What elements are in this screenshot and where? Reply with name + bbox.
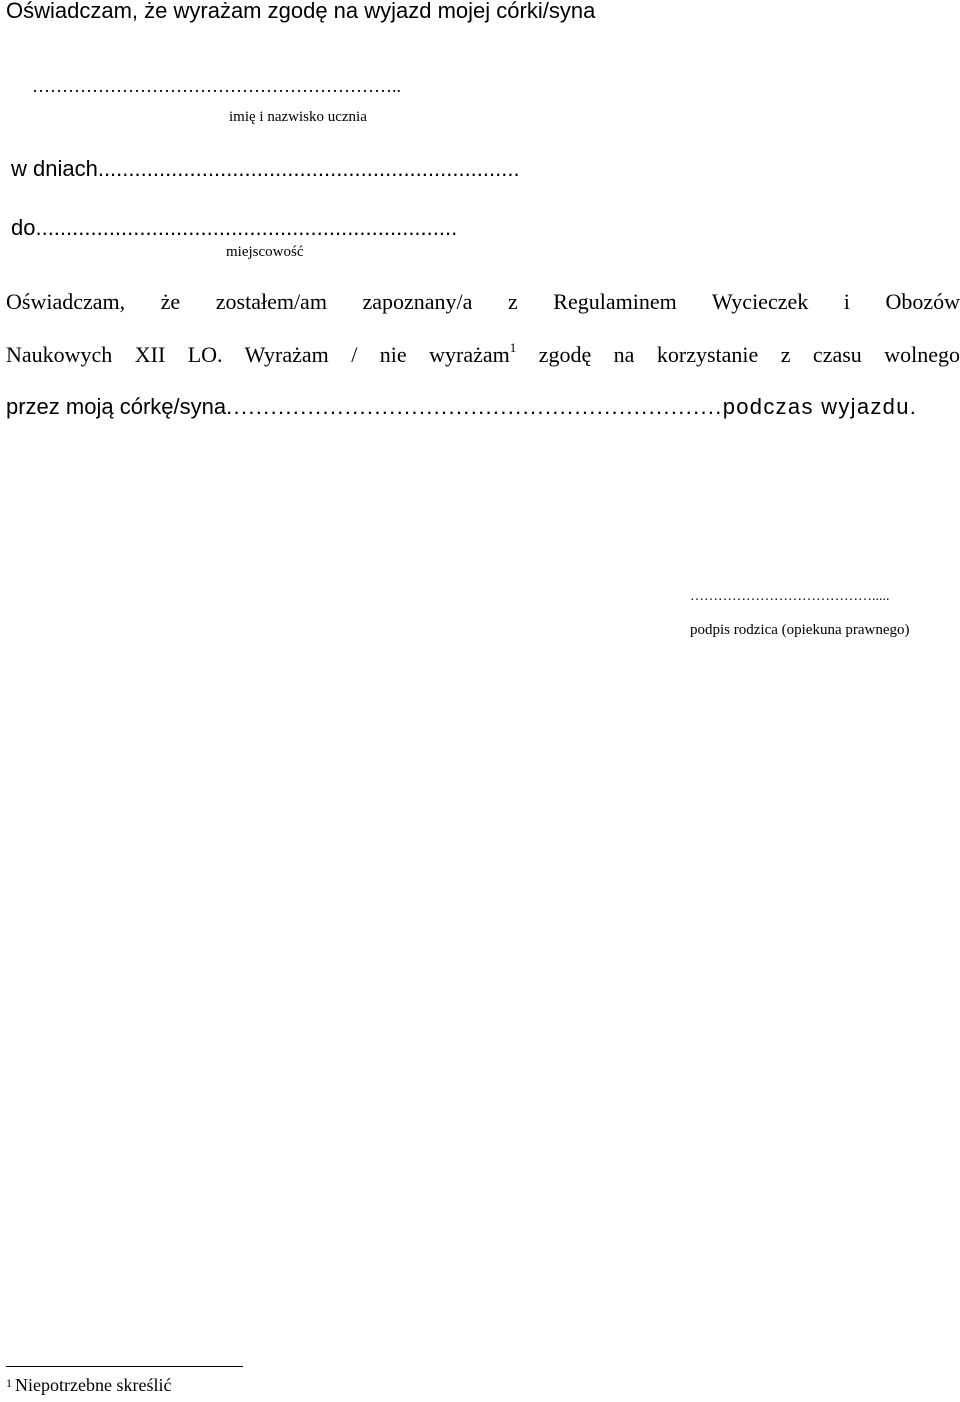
footnote-reference: 1 — [509, 340, 517, 355]
consent-line-3 — [6, 394, 960, 420]
consent-line-3-end: ...................................................................podczas wyjazdu. — [226, 394, 918, 419]
statement-heading: Oświadczam, że wyrażam zgodę na wyjazd mojej córki/syna — [6, 0, 596, 23]
student-name-caption: imię i nazwisko ucznia — [229, 109, 367, 125]
footnote-mark: 1 — [6, 1376, 12, 1390]
consent-line-2-end: zgodę na korzystanie z czasu wolnego — [516, 342, 960, 367]
footnote-divider — [6, 1366, 243, 1367]
consent-line-2 — [6, 342, 960, 368]
student-name-field: …………………………………………………….. — [32, 76, 401, 96]
signature-field: …………………………………..... — [690, 589, 890, 604]
footnote-text: Niepotrzebne skreślić — [15, 1375, 172, 1395]
consent-line-1: Oświadczam, że zostałem/am zapoznany/a z Regulaminem Wycieczek i Obozów — [6, 289, 960, 314]
trip-destination-field: do..................................................................... — [11, 215, 458, 240]
trip-destination-caption: miejscowość — [226, 244, 304, 260]
footnote — [6, 1375, 171, 1396]
trip-dates-field: w dniach..................................................................... — [11, 156, 520, 181]
consent-line-2-start: Naukowych XII LO. Wyrażam / nie wyrażam — [6, 342, 510, 367]
consent-line-3-start: przez moją córkę/syna — [6, 394, 227, 419]
signature-caption: podpis rodzica (opiekuna prawnego) — [690, 622, 910, 638]
